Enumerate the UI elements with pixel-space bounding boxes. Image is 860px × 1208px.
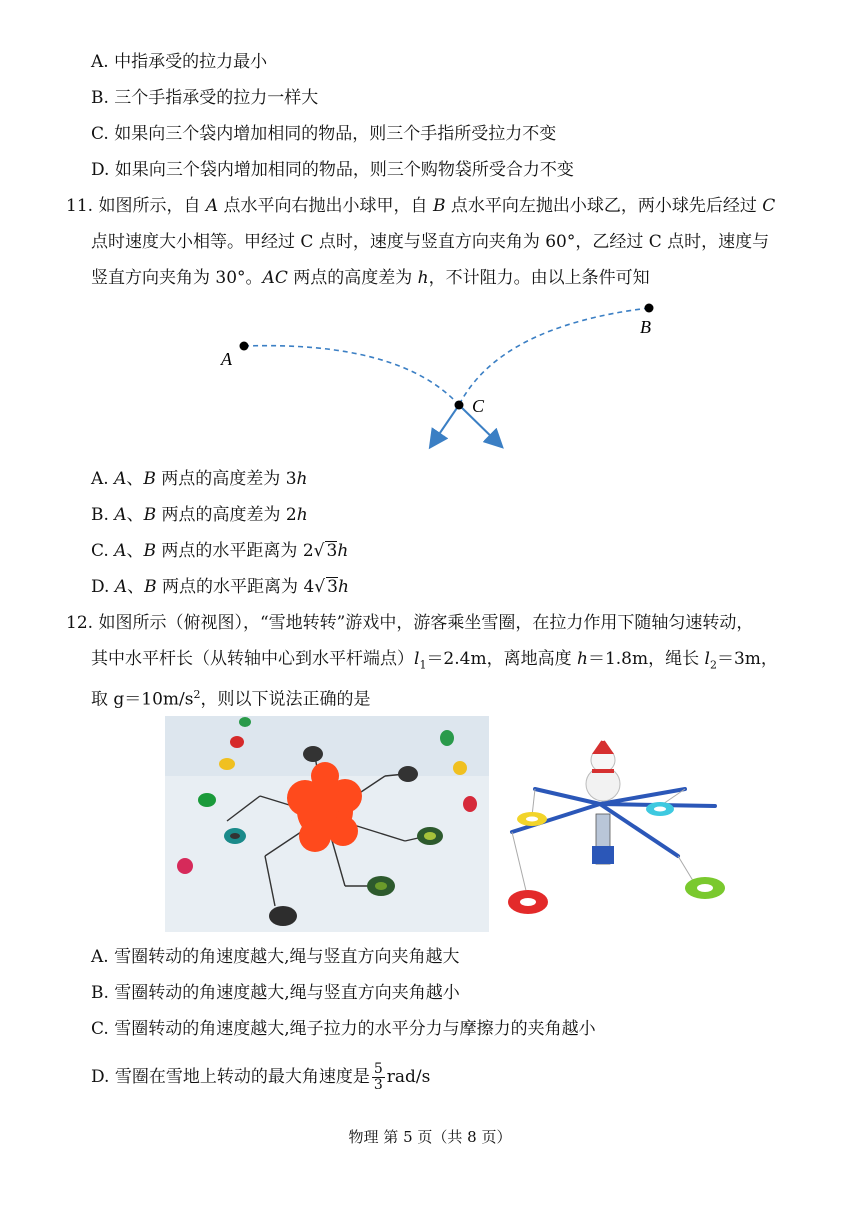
q12-text: 其中水平杆长（从转轴中心到水平杆端点） xyxy=(91,649,414,669)
point-b-ref: B xyxy=(144,577,157,597)
point-a-ref: A xyxy=(205,196,219,216)
coefficient: 3 xyxy=(285,469,297,489)
option-text: D. 雪圈在雪地上转动的最大角速度是 xyxy=(91,1067,370,1087)
q12-stem-line-2 xyxy=(91,647,778,677)
point-b-dot xyxy=(645,304,654,313)
q11-text: 点水平向左抛出小球乙，两小球先后经过 xyxy=(445,196,763,216)
segment-ac-ref: AC xyxy=(262,268,288,288)
point-c-dot xyxy=(455,401,464,410)
subscript: 1 xyxy=(419,658,427,672)
point-b-ref: B xyxy=(143,505,157,525)
point-a-dot xyxy=(240,342,249,351)
q11-text: 竖直方向夹角为 30°。 xyxy=(91,268,263,288)
length-l2-symbol: l xyxy=(704,649,710,669)
q12-option-d xyxy=(91,1062,430,1093)
velocity-arrow-ball-b xyxy=(431,405,459,446)
q11-option-d: D. A、B 两点的水平距离为 4√ 3h xyxy=(91,577,349,597)
sqrt-radicand: 3 xyxy=(326,541,338,561)
page-footer: 物理 第 5 页（共 8 页） xyxy=(348,1128,512,1146)
q12-text: ＝1.8m，绳长 xyxy=(587,649,705,669)
q12-text: 如图所示（俯视图），“雪地转转”游戏中，游客乘坐雪圈，在拉力作用下随轴匀速转动， xyxy=(98,613,754,633)
q11-option-c: C. A、B 两点的水平距离为 2√ 3h xyxy=(91,541,349,561)
point-b-ref: B xyxy=(432,196,446,216)
q11-stem-line-2: 点时速度大小相等。甲经过 C 点时，速度与竖直方向夹角为 60°，乙经过 C 点时，速度与 xyxy=(91,232,770,252)
option-letter: D. xyxy=(91,577,115,597)
q12-stem-line-3 xyxy=(91,683,371,712)
separator: 、 xyxy=(127,577,145,597)
q12-text: ，则以下说法正确的是 xyxy=(200,689,371,710)
fraction-five-thirds xyxy=(372,1062,385,1093)
q11-text: ，不计阻力。由以上条件可知 xyxy=(428,268,650,288)
sqrt-radicand: 3 xyxy=(327,577,338,597)
point-c-ref: C xyxy=(762,196,776,216)
separator: 、 xyxy=(126,505,144,525)
q10-option-a: A. 中指承受的拉力最小 xyxy=(91,52,268,72)
q11-option-b xyxy=(91,503,308,527)
option-text: 两点的高度差为 xyxy=(155,469,286,489)
option-text: 两点的高度差为 xyxy=(156,505,286,525)
label-point-a: A xyxy=(221,349,232,369)
option-text: 两点的水平距离为 xyxy=(156,577,304,597)
option-letter: A. xyxy=(91,469,115,489)
coefficient: 2 xyxy=(302,541,314,561)
snow-ride-aerial-photo xyxy=(165,716,489,932)
fraction-denominator: 3 xyxy=(373,1077,383,1093)
point-a-ref: A xyxy=(114,469,127,489)
q11-option-a xyxy=(91,467,307,491)
q10-option-b: B. 三个手指承受的拉力一样大 xyxy=(91,88,319,108)
q11-text: 如图所示，自 xyxy=(98,196,206,216)
q11-text: 两点的高度差为 xyxy=(287,268,418,288)
height-h-ref: h xyxy=(296,505,308,525)
trajectory-b xyxy=(459,308,649,405)
coefficient: 4 xyxy=(303,577,315,597)
superscript: 2 xyxy=(193,688,201,701)
option-letter: C. xyxy=(91,541,115,561)
q12-text: 取 g＝10m/s xyxy=(91,689,194,710)
q12-number: 12. xyxy=(66,613,94,633)
point-a-ref: A xyxy=(114,505,127,525)
separator: 、 xyxy=(126,469,144,489)
snow-ride-model xyxy=(500,734,735,924)
q11-text: 点水平向右抛出小球甲，自 xyxy=(218,196,433,216)
option-text: 两点的水平距离为 xyxy=(156,541,303,561)
height-h-symbol: h xyxy=(577,649,588,669)
q11-stem-line-1 xyxy=(66,194,775,218)
trajectory-a xyxy=(244,346,459,405)
projectile-diagram xyxy=(200,296,720,456)
q11-stem-line-3 xyxy=(91,266,650,290)
point-b-ref: B xyxy=(143,469,156,489)
q12-option-c: C. 雪圈转动的角速度越大,绳子拉力的水平分力与摩擦力的夹角越小 xyxy=(91,1019,596,1039)
q12-stem-line-1 xyxy=(66,611,753,635)
fraction-numerator: 5 xyxy=(373,1061,383,1077)
q12-text: ＝2.4m，离地高度 xyxy=(426,649,577,669)
q12-text: ＝3m， xyxy=(716,649,778,669)
length-l1-symbol: l xyxy=(414,649,420,669)
subscript: 2 xyxy=(709,658,717,672)
q11-number: 11. xyxy=(66,196,94,216)
point-b-ref: B xyxy=(143,541,156,561)
height-h-ref: h xyxy=(417,268,429,288)
label-point-c: C xyxy=(472,396,485,416)
point-a-ref: A xyxy=(114,577,128,597)
height-h-ref: h xyxy=(296,469,308,489)
label-point-b: B xyxy=(640,317,651,337)
q12-option-b: B. 雪圈转动的角速度越大,绳与竖直方向夹角越小 xyxy=(91,983,460,1003)
height-h-ref: h xyxy=(337,541,349,561)
point-a-ref: A xyxy=(114,541,127,561)
separator: 、 xyxy=(126,541,144,561)
q12-option-a: A. 雪圈转动的角速度越大,绳与竖直方向夹角越大 xyxy=(91,947,460,967)
coefficient: 2 xyxy=(285,505,297,525)
q10-option-c: C. 如果向三个袋内增加相同的物品，则三个手指所受拉力不变 xyxy=(91,124,557,144)
q10-option-d: D. 如果向三个袋内增加相同的物品，则三个购物袋所受合力不变 xyxy=(91,160,574,180)
unit: rad/s xyxy=(386,1067,431,1087)
option-letter: B. xyxy=(91,505,115,525)
height-h-ref: h xyxy=(337,577,349,597)
